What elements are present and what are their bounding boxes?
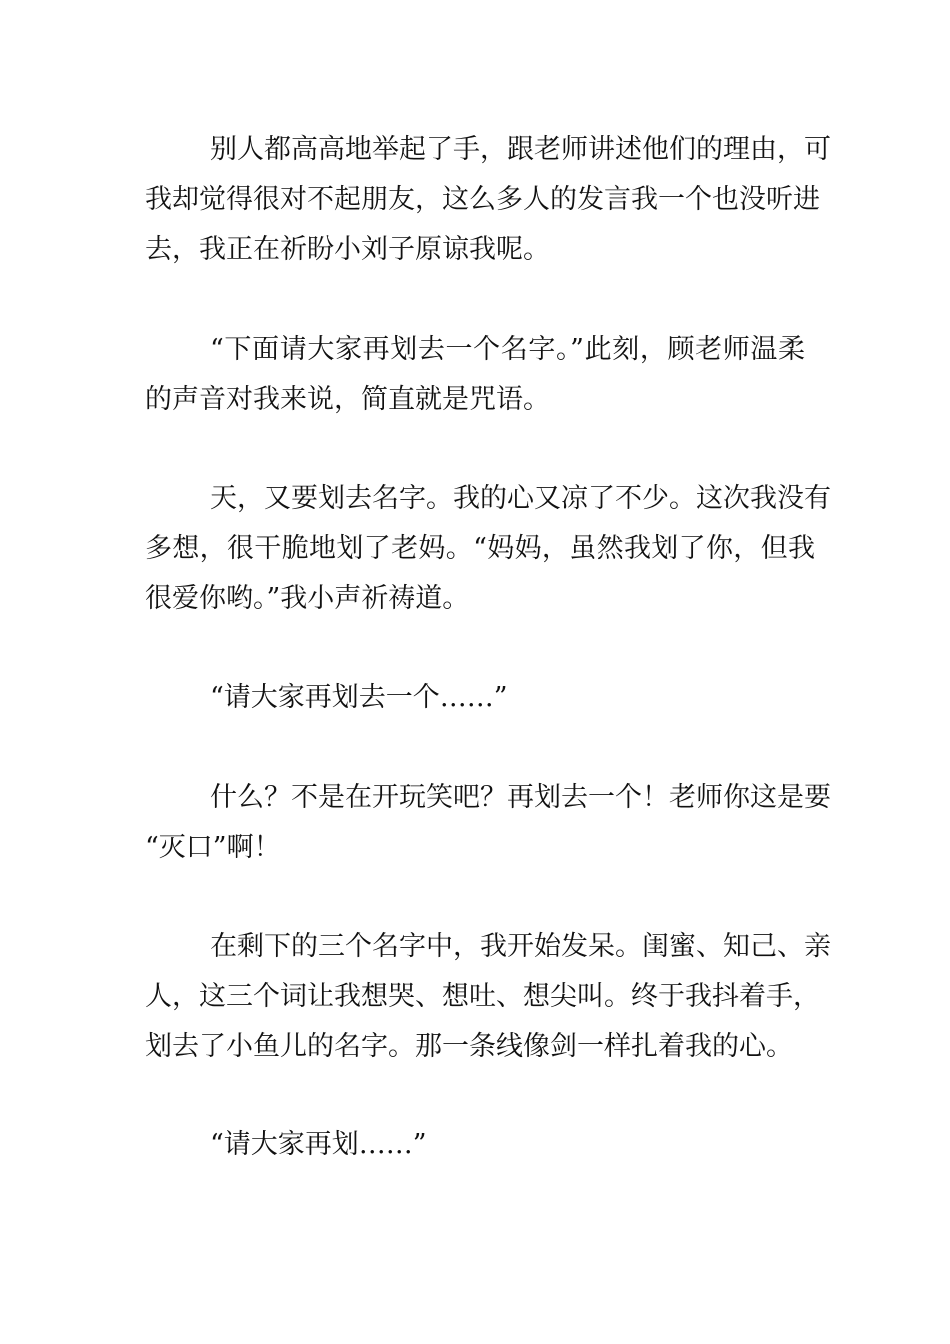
paragraph-2-line-2: 的声音对我来说，简直就是咒语。: [145, 384, 550, 415]
paragraph-3-line-3: 很爱你哟。”我小声祈祷道。: [145, 583, 470, 614]
paragraph-3-line-2: 多想，很干脆地划了老妈。“妈妈，虽然我划了你，但我: [145, 533, 815, 564]
paragraph-6-line-3: 划去了小鱼儿的名字。那一条线像剑一样扎着我的心。: [145, 1031, 793, 1062]
paragraph-5-line-1: 什么？不是在开玩笑吧？再划去一个！老师你这是要: [210, 782, 831, 813]
paragraph-6-line-2: 人，这三个词让我想哭、想吐、想尖叫。终于我抖着手，: [145, 981, 820, 1012]
paragraph-6-line-1: 在剩下的三个名字中，我开始发呆。闺蜜、知己、亲: [210, 931, 831, 962]
paragraph-7-line-1: “请大家再划……”: [210, 1129, 427, 1160]
paragraph-3-line-1: 天，又要划去名字。我的心又凉了不少。这次我没有: [210, 483, 831, 514]
paragraph-1-line-2: 我却觉得很对不起朋友，这么多人的发言我一个也没听进: [145, 184, 820, 215]
paragraph-2-line-1: “下面请大家再划去一个名字。”此刻，顾老师温柔: [210, 334, 805, 365]
paragraph-1-line-3: 去，我正在祈盼小刘子原谅我呢。: [145, 234, 550, 265]
paragraph-4-line-1: “请大家再划去一个……”: [210, 682, 508, 713]
paragraph-5-line-2: “灭口”啊！: [145, 832, 281, 863]
paragraph-1-line-1: 别人都高高地举起了手，跟老师讲述他们的理由，可: [210, 134, 831, 165]
